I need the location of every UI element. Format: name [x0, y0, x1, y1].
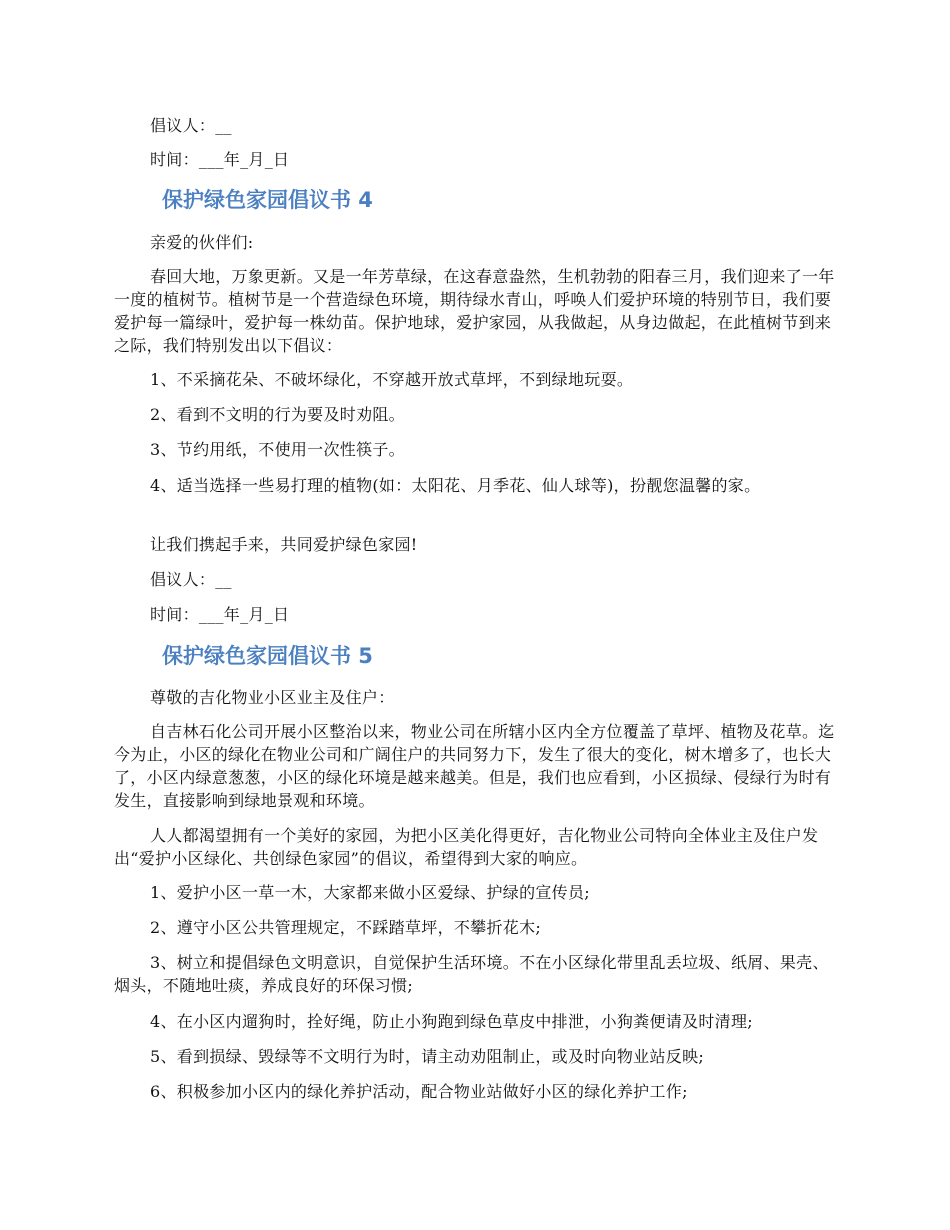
paragraph: 自吉林石化公司开展小区整治以来，物业公司在所辖小区内全方位覆盖了草坪、植物及花草。迄今为止，小区的绿化在物业公司和广阔住户的共同努力下，发生了很大的变化，树木增多了，也长大了，小区内绿意葱葱，小区的绿化环境是越来越美。但是，我们也应看到，小区损绿、侵绿行为时有发生，直接影响到绿地景观和环境。 [114, 722, 835, 810]
list-item: 6、积极参加小区内的绿化养护活动，配合物业站做好小区的绿化养护工作; [150, 1082, 688, 1101]
signer-line: 倡议人：__ [150, 570, 232, 589]
closing-line: 让我们携起手来，共同爱护绿色家园! [150, 535, 418, 554]
signer-line: 倡议人：__ [150, 116, 232, 135]
list-item: 1、爱护小区一草一木，大家都来做小区爱绿、护绿的宣传员; [150, 883, 590, 902]
section-title: 保护绿色家园倡议书 4 [162, 188, 373, 212]
list-item: 2、遵守小区公共管理规定，不踩踏草坪，不攀折花木; [150, 918, 542, 937]
date-line: 时间：___年_月_日 [150, 605, 290, 624]
salutation: 尊敬的吉化物业小区业主及住户： [150, 688, 395, 707]
section-title: 保护绿色家园倡议书 5 [162, 644, 373, 668]
salutation: 亲爱的伙伴们: [150, 233, 254, 252]
list-item: 3、树立和提倡绿色文明意识，自觉保护生活环境。不在小区绿化带里乱丢垃圾、纸屑、果壳、烟头，不随地吐痰，养成良好的环保习惯; [114, 953, 829, 995]
list-item: 4、在小区内遛狗时，拴好绳，防止小狗跑到绿色草皮中排泄，小狗粪便请及时清理; [150, 1012, 753, 1031]
paragraph: 春回大地，万象更新。又是一年芳草绿，在这春意盎然，生机勃勃的阳春三月，我们迎来了一年一度的植树节。植树节是一个营造绿色环境，期待绿水青山，呼唤人们爱护环境的特别节日，我们要爱护每一篇绿叶，爱护每一株幼苗。保护地球，爱护家园，从我做起，从身边做起，在此植树节到来之际，我们特别发出以下倡议： [114, 267, 835, 355]
date-line: 时间：___年_月_日 [150, 150, 290, 169]
list-item: 5、看到损绿、毁绿等不文明行为时，请主动劝阻制止，或及时向物业站反映; [150, 1047, 705, 1066]
list-item: 4、适当选择一些易打理的植物(如：太阳花、月季花、仙人球等)，扮靓您温馨的家。 [150, 476, 761, 495]
paragraph: 人人都渴望拥有一个美好的家园，为把小区美化得更好，吉化物业公司特向全体业主及住户发出“爱护小区绿化、共创绿色家园”的倡议，希望得到大家的响应。 [114, 826, 819, 868]
list-item: 3、节约用纸，不使用一次性筷子。 [150, 440, 405, 459]
list-item: 1、不采摘花朵、不破坏绿化，不穿越开放式草坪，不到绿地玩耍。 [150, 370, 634, 389]
list-item: 2、看到不文明的行为要及时劝阻。 [150, 405, 405, 424]
